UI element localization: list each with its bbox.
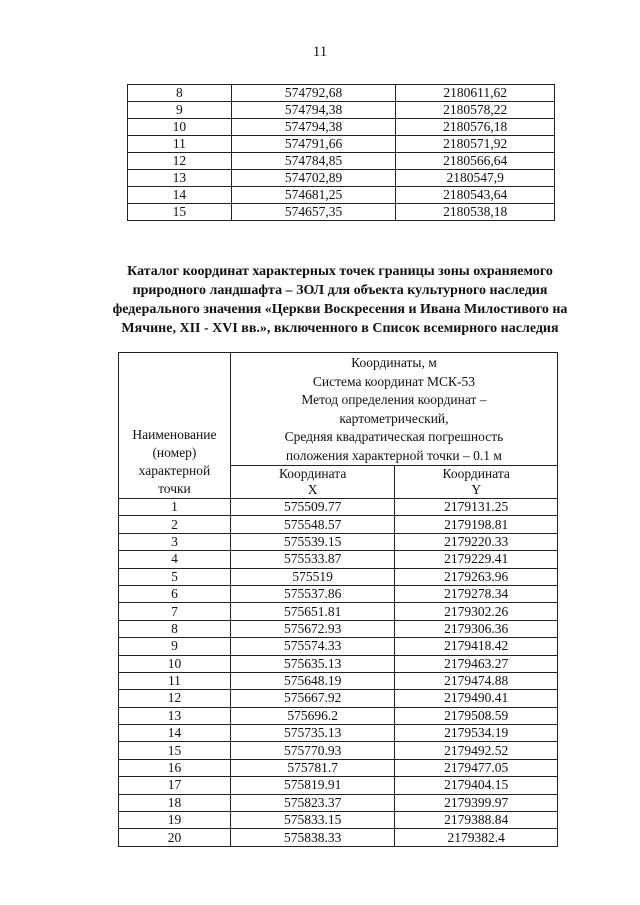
page-number: 11 xyxy=(312,44,328,60)
point-number-cell: 4 xyxy=(119,551,231,568)
table-row xyxy=(128,119,555,136)
point-number-cell: 15 xyxy=(128,204,232,221)
point-number-cell: 19 xyxy=(119,812,231,829)
point-number-cell: 18 xyxy=(119,794,231,811)
coordinate-y-cell: 2179534.19 xyxy=(395,725,558,742)
table-row xyxy=(119,829,558,846)
coordinate-x-cell: 575651.81 xyxy=(230,603,395,620)
point-number-cell: 14 xyxy=(119,725,231,742)
point-number-cell: 6 xyxy=(119,585,231,602)
coord-header-line: Метод определения координат – xyxy=(301,392,487,407)
table-row xyxy=(128,153,555,170)
coordinate-x-cell: 574794,38 xyxy=(231,102,396,119)
catalog-table-header xyxy=(119,353,558,499)
table-row xyxy=(119,690,558,707)
point-number-cell: 15 xyxy=(119,742,231,759)
point-number-cell: 9 xyxy=(119,638,231,655)
point-number-cell: 1 xyxy=(119,499,231,516)
coordinate-x-cell: 575537.86 xyxy=(230,585,395,602)
catalog-title-line: федерального значения «Церкви Воскресения и Ивана Милостивого на xyxy=(112,302,568,317)
table-row xyxy=(128,102,555,119)
coordinate-y-cell: 2179278.34 xyxy=(395,585,558,602)
coordinate-y-cell: 2179198.81 xyxy=(395,516,558,533)
point-number-cell: 13 xyxy=(128,170,232,187)
coordinate-x-cell: 575735.13 xyxy=(230,725,395,742)
coordinate-x-cell: 574791,66 xyxy=(231,136,396,153)
coordinate-y-cell: 2179388.84 xyxy=(395,812,558,829)
point-header-line: точки xyxy=(158,481,191,496)
catalog-title-line: природного ландшафта – ЗОЛ для объекта культурного наследия xyxy=(132,283,548,298)
point-number-cell: 10 xyxy=(119,655,231,672)
x-header-line: X xyxy=(307,482,318,497)
coordinate-x-cell: 575823.37 xyxy=(230,794,395,811)
top-table-body xyxy=(128,85,555,221)
point-number-cell: 12 xyxy=(119,690,231,707)
coordinate-x-cell: 574792,68 xyxy=(231,85,396,102)
coordinate-y-cell: 2179474.88 xyxy=(395,672,558,689)
coordinate-x-cell: 574702,89 xyxy=(231,170,396,187)
coordinate-y-cell: 2179302.26 xyxy=(395,603,558,620)
coord-header-line: Система координат МСК-53 xyxy=(312,373,475,389)
table-row xyxy=(119,638,558,655)
coordinate-x-cell: 575533.87 xyxy=(230,551,395,568)
table-row xyxy=(119,533,558,550)
coordinate-y-cell: 2180547,9 xyxy=(396,170,555,187)
coordinate-y-cell: 2180538,18 xyxy=(396,204,555,221)
coordinate-x-cell: 575770.93 xyxy=(230,742,395,759)
table-row xyxy=(119,725,558,742)
coordinate-x-cell: 575819.91 xyxy=(230,777,395,794)
point-header-line: (номер) xyxy=(152,445,197,460)
point-number-cell: 11 xyxy=(119,672,231,689)
point-number-cell: 10 xyxy=(128,119,232,136)
table-row xyxy=(119,672,558,689)
coordinate-y-cell: 2180578,22 xyxy=(396,102,555,119)
point-header-line: Наименование xyxy=(132,427,217,442)
catalog-title-line: Мячине, XII - XVI вв.», включенного в Список всемирного наследия xyxy=(121,321,559,336)
coordinate-y-cell: 2180571,92 xyxy=(396,136,555,153)
coordinate-x-header xyxy=(230,466,395,499)
coordinate-y-cell: 2179492.52 xyxy=(395,742,558,759)
coordinate-y-cell: 2180566,64 xyxy=(396,153,555,170)
coordinate-y-cell: 2179131.25 xyxy=(395,499,558,516)
coordinate-y-cell: 2179477.05 xyxy=(395,759,558,776)
table-row xyxy=(119,777,558,794)
x-header-line: Координата xyxy=(278,466,347,481)
point-name-header xyxy=(119,353,231,499)
coordinate-x-cell: 575635.13 xyxy=(230,655,395,672)
table-row xyxy=(119,551,558,568)
coordinate-y-cell: 2180543,64 xyxy=(396,187,555,204)
coordinate-x-cell: 574657,35 xyxy=(231,204,396,221)
top-coordinates-table xyxy=(127,84,555,221)
coordinate-x-cell: 575548.57 xyxy=(230,516,395,533)
coord-header-line: Координаты, м xyxy=(351,355,437,370)
coord-header-line: положения характерной точки – 0.1 м xyxy=(285,447,502,463)
table-row xyxy=(119,759,558,776)
point-number-cell: 9 xyxy=(128,102,232,119)
table-row xyxy=(128,170,555,187)
coordinate-y-cell: 2179382.4 xyxy=(395,829,558,846)
point-number-cell: 3 xyxy=(119,533,231,550)
coordinate-x-cell: 575781.7 xyxy=(230,759,395,776)
table-row xyxy=(128,204,555,221)
coordinate-y-header xyxy=(395,466,558,499)
coordinate-y-cell: 2179399.97 xyxy=(395,794,558,811)
coordinate-y-cell: 2180611,62 xyxy=(396,85,555,102)
table-row xyxy=(119,516,558,533)
coordinate-y-cell: 2179463.27 xyxy=(395,655,558,672)
table-row xyxy=(119,794,558,811)
coordinate-x-cell: 574681,25 xyxy=(231,187,396,204)
point-number-cell: 14 xyxy=(128,187,232,204)
table-row xyxy=(119,620,558,637)
coordinate-x-cell: 575574.33 xyxy=(230,638,395,655)
catalog-title xyxy=(80,262,600,338)
table-row xyxy=(119,655,558,672)
table-row xyxy=(128,187,555,204)
coordinate-x-cell: 575648.19 xyxy=(230,672,395,689)
coord-header-line: Средняя квадратическая погрешность xyxy=(284,429,504,444)
y-header-line: Координата xyxy=(442,466,510,481)
table-row xyxy=(119,568,558,585)
table-row xyxy=(119,585,558,602)
point-number-cell: 13 xyxy=(119,707,231,724)
point-number-cell: 12 xyxy=(128,153,232,170)
point-header-line: характерной xyxy=(138,463,211,478)
coordinate-x-cell: 575509.77 xyxy=(230,499,395,516)
coordinate-y-cell: 2179306.36 xyxy=(395,620,558,637)
point-number-cell: 8 xyxy=(119,620,231,637)
point-number-cell: 2 xyxy=(119,516,231,533)
coordinate-y-cell: 2179508.59 xyxy=(395,707,558,724)
coordinate-x-cell: 575696.2 xyxy=(230,707,395,724)
point-number-cell: 7 xyxy=(119,603,231,620)
coordinate-x-cell: 574784,85 xyxy=(231,153,396,170)
coordinate-x-cell: 575838.33 xyxy=(230,829,395,846)
table-row xyxy=(119,499,558,516)
table-row xyxy=(119,707,558,724)
point-number-cell: 5 xyxy=(119,568,231,585)
coordinate-y-cell: 2179418.42 xyxy=(395,638,558,655)
table-row xyxy=(128,136,555,153)
catalog-table-body xyxy=(119,499,558,847)
point-number-cell: 11 xyxy=(128,136,232,153)
point-number-cell: 8 xyxy=(128,85,232,102)
coordinate-x-cell: 575833.15 xyxy=(230,812,395,829)
point-number-cell: 20 xyxy=(119,829,231,846)
coordinate-y-cell: 2179263.96 xyxy=(395,568,558,585)
table-row xyxy=(119,603,558,620)
table-row xyxy=(128,85,555,102)
point-number-cell: 17 xyxy=(119,777,231,794)
coordinate-x-cell: 575519 xyxy=(230,568,395,585)
catalog-title-line: Каталог координат характерных точек границы зоны охраняемого xyxy=(127,264,553,279)
catalog-coordinates-table xyxy=(118,352,558,847)
coordinate-x-cell: 575667.92 xyxy=(230,690,395,707)
table-row xyxy=(119,812,558,829)
coordinate-x-cell: 574794,38 xyxy=(231,119,396,136)
coordinate-y-cell: 2179220.33 xyxy=(395,533,558,550)
table-row xyxy=(119,742,558,759)
coord-header-line: картометрический, xyxy=(339,410,449,426)
coordinate-y-cell: 2179490.41 xyxy=(395,690,558,707)
y-header-line: Y xyxy=(471,482,482,497)
coordinate-y-cell: 2179404.15 xyxy=(395,777,558,794)
coordinate-y-cell: 2180576,18 xyxy=(396,119,555,136)
coordinates-header xyxy=(230,353,557,466)
point-number-cell: 16 xyxy=(119,759,231,776)
coordinate-x-cell: 575672.93 xyxy=(230,620,395,637)
coordinate-y-cell: 2179229.41 xyxy=(395,551,558,568)
coordinate-x-cell: 575539.15 xyxy=(230,533,395,550)
